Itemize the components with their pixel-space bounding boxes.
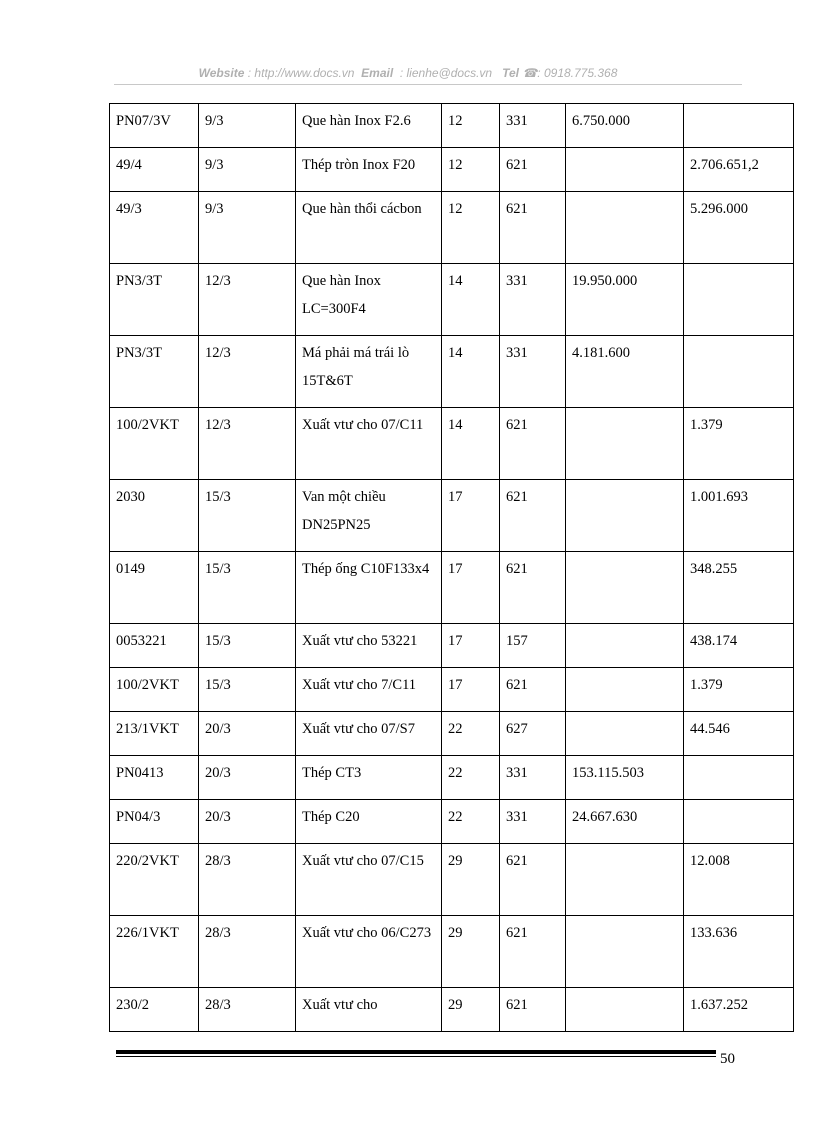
cell-date [199, 192, 296, 264]
date-text: 15/3 [205, 677, 231, 693]
voucher-number-text: 220/2VKT [116, 853, 179, 869]
description-text: Thép tròn Inox F20 [302, 157, 416, 173]
cell-description [296, 988, 442, 1032]
table-row [110, 624, 794, 668]
cell-debit-amount [566, 988, 684, 1032]
cell-debit-amount [566, 712, 684, 756]
table-row [110, 712, 794, 756]
cell-credit-amount [684, 756, 794, 800]
cell-day [442, 104, 500, 148]
description-text: Thép ống C10F133x4 [302, 561, 430, 577]
cell-description [296, 264, 442, 336]
cell-description [296, 844, 442, 916]
voucher-number-text: 0149 [116, 561, 145, 577]
cell-voucher-number [110, 408, 199, 480]
table-row [110, 552, 794, 624]
header-divider [114, 84, 742, 85]
voucher-number-text: 100/2VKT [116, 677, 179, 693]
cell-description [296, 336, 442, 408]
date-text: 15/3 [205, 633, 231, 649]
cell-date [199, 712, 296, 756]
cell-date [199, 800, 296, 844]
website-url: : http://www.docs.vn [247, 66, 355, 80]
cell-description [296, 104, 442, 148]
debit-amount-text: 4.181.600 [572, 345, 630, 361]
cell-debit-amount [566, 480, 684, 552]
table-row [110, 336, 794, 408]
day-text: 22 [448, 765, 463, 781]
cell-date [199, 552, 296, 624]
voucher-number-text: 49/4 [116, 157, 142, 173]
cell-date [199, 844, 296, 916]
day-text: 22 [448, 809, 463, 825]
credit-amount-text: 438.174 [690, 633, 738, 649]
voucher-number-text: 226/1VKT [116, 925, 179, 941]
account-text: 621 [506, 997, 528, 1013]
account-text: 627 [506, 721, 528, 737]
cell-voucher-number [110, 148, 199, 192]
page-header [0, 66, 816, 80]
credit-amount-text: 5.296.000 [690, 201, 748, 217]
cell-debit-amount [566, 104, 684, 148]
cell-debit-amount [566, 192, 684, 264]
voucher-number-text: 2030 [116, 489, 145, 505]
cell-account [500, 668, 566, 712]
day-text: 22 [448, 721, 463, 737]
voucher-number-text: PN3/3T [116, 345, 162, 361]
cell-description [296, 916, 442, 988]
date-text: 15/3 [205, 489, 231, 505]
cell-date [199, 408, 296, 480]
account-text: 621 [506, 489, 528, 505]
cell-account [500, 844, 566, 916]
day-text: 17 [448, 561, 463, 577]
credit-amount-text: 44.546 [690, 721, 730, 737]
date-text: 12/3 [205, 273, 231, 289]
cell-credit-amount [684, 800, 794, 844]
cell-description [296, 624, 442, 668]
account-text: 621 [506, 417, 528, 433]
description-text: Xuất vtư cho 07/C15 [302, 853, 424, 869]
account-text: 621 [506, 561, 528, 577]
description-text: Que hàn thổi cácbon [302, 201, 422, 217]
cell-day [442, 552, 500, 624]
day-text: 29 [448, 853, 463, 869]
account-text: 331 [506, 273, 528, 289]
cell-account [500, 552, 566, 624]
credit-amount-text: 348.255 [690, 561, 738, 577]
cell-account [500, 148, 566, 192]
credit-amount-text: 1.379 [690, 417, 723, 433]
day-text: 17 [448, 633, 463, 649]
cell-credit-amount [684, 712, 794, 756]
description-text: Xuất vtư cho 07/C11 [302, 417, 424, 433]
tel-label: Tel [502, 66, 519, 80]
credit-amount-text: 1.379 [690, 677, 723, 693]
cell-debit-amount [566, 800, 684, 844]
cell-debit-amount [566, 916, 684, 988]
date-text: 28/3 [205, 997, 231, 1013]
cell-description [296, 552, 442, 624]
voucher-number-text: PN3/3T [116, 273, 162, 289]
table-row [110, 756, 794, 800]
debit-amount-text: 19.950.000 [572, 273, 638, 289]
email-label: Email [361, 66, 394, 80]
cell-account [500, 756, 566, 800]
cell-voucher-number [110, 192, 199, 264]
table-row [110, 988, 794, 1032]
cell-account [500, 264, 566, 336]
date-text: 12/3 [205, 417, 231, 433]
credit-amount-text: 1.637.252 [690, 997, 748, 1013]
voucher-number-text: PN04/3 [116, 809, 161, 825]
date-text: 9/3 [205, 157, 224, 173]
cell-debit-amount [566, 756, 684, 800]
description-text: Thép C20 [302, 809, 360, 825]
cell-voucher-number [110, 668, 199, 712]
table-row [110, 668, 794, 712]
description-text: Que hàn Inox F2.6 [302, 113, 411, 129]
date-text: 12/3 [205, 345, 231, 361]
footer-divider-thin [116, 1056, 716, 1057]
date-text: 28/3 [205, 925, 231, 941]
account-text: 331 [506, 113, 528, 129]
date-text: 20/3 [205, 765, 231, 781]
cell-date [199, 148, 296, 192]
voucher-number-text: 100/2VKT [116, 417, 179, 433]
cell-date [199, 264, 296, 336]
account-text: 621 [506, 157, 528, 173]
debit-amount-text: 6.750.000 [572, 113, 630, 129]
cell-debit-amount [566, 552, 684, 624]
day-text: 29 [448, 997, 463, 1013]
cell-debit-amount [566, 668, 684, 712]
cell-description [296, 756, 442, 800]
account-text: 621 [506, 201, 528, 217]
cell-date [199, 624, 296, 668]
credit-amount-text: 12.008 [690, 853, 730, 869]
cell-debit-amount [566, 408, 684, 480]
cell-voucher-number [110, 800, 199, 844]
day-text: 17 [448, 677, 463, 693]
cell-debit-amount [566, 148, 684, 192]
day-text: 14 [448, 417, 463, 433]
date-text: 28/3 [205, 853, 231, 869]
cell-debit-amount [566, 336, 684, 408]
cell-voucher-number [110, 480, 199, 552]
cell-account [500, 916, 566, 988]
cell-credit-amount [684, 104, 794, 148]
cell-credit-amount [684, 148, 794, 192]
cell-date [199, 756, 296, 800]
cell-date [199, 480, 296, 552]
table-row [110, 264, 794, 336]
table-row [110, 916, 794, 988]
voucher-number-text: 213/1VKT [116, 721, 179, 737]
table-row [110, 480, 794, 552]
cell-day [442, 148, 500, 192]
day-text: 14 [448, 273, 463, 289]
account-text: 331 [506, 765, 528, 781]
cell-account [500, 624, 566, 668]
description-text: Thép CT3 [302, 765, 362, 781]
description-text: Van một chiều DN25PN25 [302, 489, 386, 533]
cell-account [500, 104, 566, 148]
cell-description [296, 148, 442, 192]
footer-divider-thick [116, 1050, 716, 1054]
account-text: 157 [506, 633, 528, 649]
day-text: 12 [448, 157, 463, 173]
cell-date [199, 336, 296, 408]
cell-account [500, 712, 566, 756]
day-text: 14 [448, 345, 463, 361]
cell-credit-amount [684, 480, 794, 552]
cell-day [442, 712, 500, 756]
date-text: 9/3 [205, 201, 224, 217]
cell-day [442, 844, 500, 916]
cell-day [442, 264, 500, 336]
description-text: Xuất vtư cho 06/C273 [302, 925, 432, 941]
cell-account [500, 988, 566, 1032]
cell-voucher-number [110, 624, 199, 668]
date-text: 9/3 [205, 113, 224, 129]
ledger-body [110, 104, 794, 1032]
cell-account [500, 192, 566, 264]
date-text: 20/3 [205, 809, 231, 825]
debit-amount-text: 24.667.630 [572, 809, 638, 825]
credit-amount-text: 2.706.651,2 [690, 157, 759, 173]
cell-voucher-number [110, 844, 199, 916]
cell-day [442, 756, 500, 800]
date-text: 20/3 [205, 721, 231, 737]
cell-date [199, 668, 296, 712]
tel-number: : 0918.775.368 [537, 66, 618, 80]
date-text: 15/3 [205, 561, 231, 577]
description-text: Má phải má trái lò 15T&6T [302, 345, 410, 389]
cell-day [442, 916, 500, 988]
cell-credit-amount [684, 336, 794, 408]
cell-day [442, 336, 500, 408]
cell-voucher-number [110, 552, 199, 624]
cell-credit-amount [684, 408, 794, 480]
cell-debit-amount [566, 624, 684, 668]
cell-voucher-number [110, 756, 199, 800]
phone-icon: ☎ [522, 66, 538, 80]
account-text: 331 [506, 345, 528, 361]
voucher-number-text: PN0413 [116, 765, 164, 781]
cell-account [500, 800, 566, 844]
day-text: 12 [448, 113, 463, 129]
description-text: Xuất vtư cho [302, 997, 378, 1013]
cell-voucher-number [110, 988, 199, 1032]
cell-description [296, 712, 442, 756]
cell-voucher-number [110, 336, 199, 408]
table-row [110, 800, 794, 844]
voucher-number-text: 230/2 [116, 997, 150, 1013]
description-text: Xuất vtư cho 07/S7 [302, 721, 415, 737]
day-text: 12 [448, 201, 463, 217]
cell-credit-amount [684, 264, 794, 336]
cell-day [442, 408, 500, 480]
cell-day [442, 988, 500, 1032]
account-text: 621 [506, 677, 528, 693]
cell-description [296, 668, 442, 712]
cell-voucher-number [110, 104, 199, 148]
cell-day [442, 480, 500, 552]
account-text: 621 [506, 925, 528, 941]
table-row [110, 104, 794, 148]
cell-day [442, 800, 500, 844]
description-text: Xuất vtư cho 7/C11 [302, 677, 417, 693]
cell-date [199, 988, 296, 1032]
cell-account [500, 480, 566, 552]
cell-credit-amount [684, 552, 794, 624]
cell-description [296, 480, 442, 552]
cell-credit-amount [684, 668, 794, 712]
account-text: 331 [506, 809, 528, 825]
cell-account [500, 336, 566, 408]
table-row [110, 192, 794, 264]
cell-credit-amount [684, 844, 794, 916]
description-text: Xuất vtư cho 53221 [302, 633, 418, 649]
cell-voucher-number [110, 712, 199, 756]
cell-day [442, 668, 500, 712]
account-text: 621 [506, 853, 528, 869]
cell-credit-amount [684, 192, 794, 264]
cell-debit-amount [566, 264, 684, 336]
cell-voucher-number [110, 916, 199, 988]
cell-account [500, 408, 566, 480]
ledger-table [109, 103, 794, 1032]
cell-description [296, 800, 442, 844]
page-number: 50 [720, 1051, 735, 1067]
cell-voucher-number [110, 264, 199, 336]
day-text: 29 [448, 925, 463, 941]
day-text: 17 [448, 489, 463, 505]
description-text: Que hàn Inox LC=300F4 [302, 273, 381, 317]
voucher-number-text: 49/3 [116, 201, 142, 217]
cell-date [199, 916, 296, 988]
cell-credit-amount [684, 916, 794, 988]
website-label: Website [198, 66, 245, 80]
voucher-number-text: PN07/3V [116, 113, 171, 129]
table-row [110, 844, 794, 916]
debit-amount-text: 153.115.503 [572, 765, 644, 781]
cell-date [199, 104, 296, 148]
table-row [110, 408, 794, 480]
email-address: : lienhe@docs.vn [399, 66, 493, 80]
table-row [110, 148, 794, 192]
cell-day [442, 624, 500, 668]
credit-amount-text: 1.001.693 [690, 489, 748, 505]
cell-credit-amount [684, 624, 794, 668]
credit-amount-text: 133.636 [690, 925, 738, 941]
cell-day [442, 192, 500, 264]
cell-description [296, 192, 442, 264]
voucher-number-text: 0053221 [116, 633, 167, 649]
cell-debit-amount [566, 844, 684, 916]
cell-credit-amount [684, 988, 794, 1032]
cell-description [296, 408, 442, 480]
